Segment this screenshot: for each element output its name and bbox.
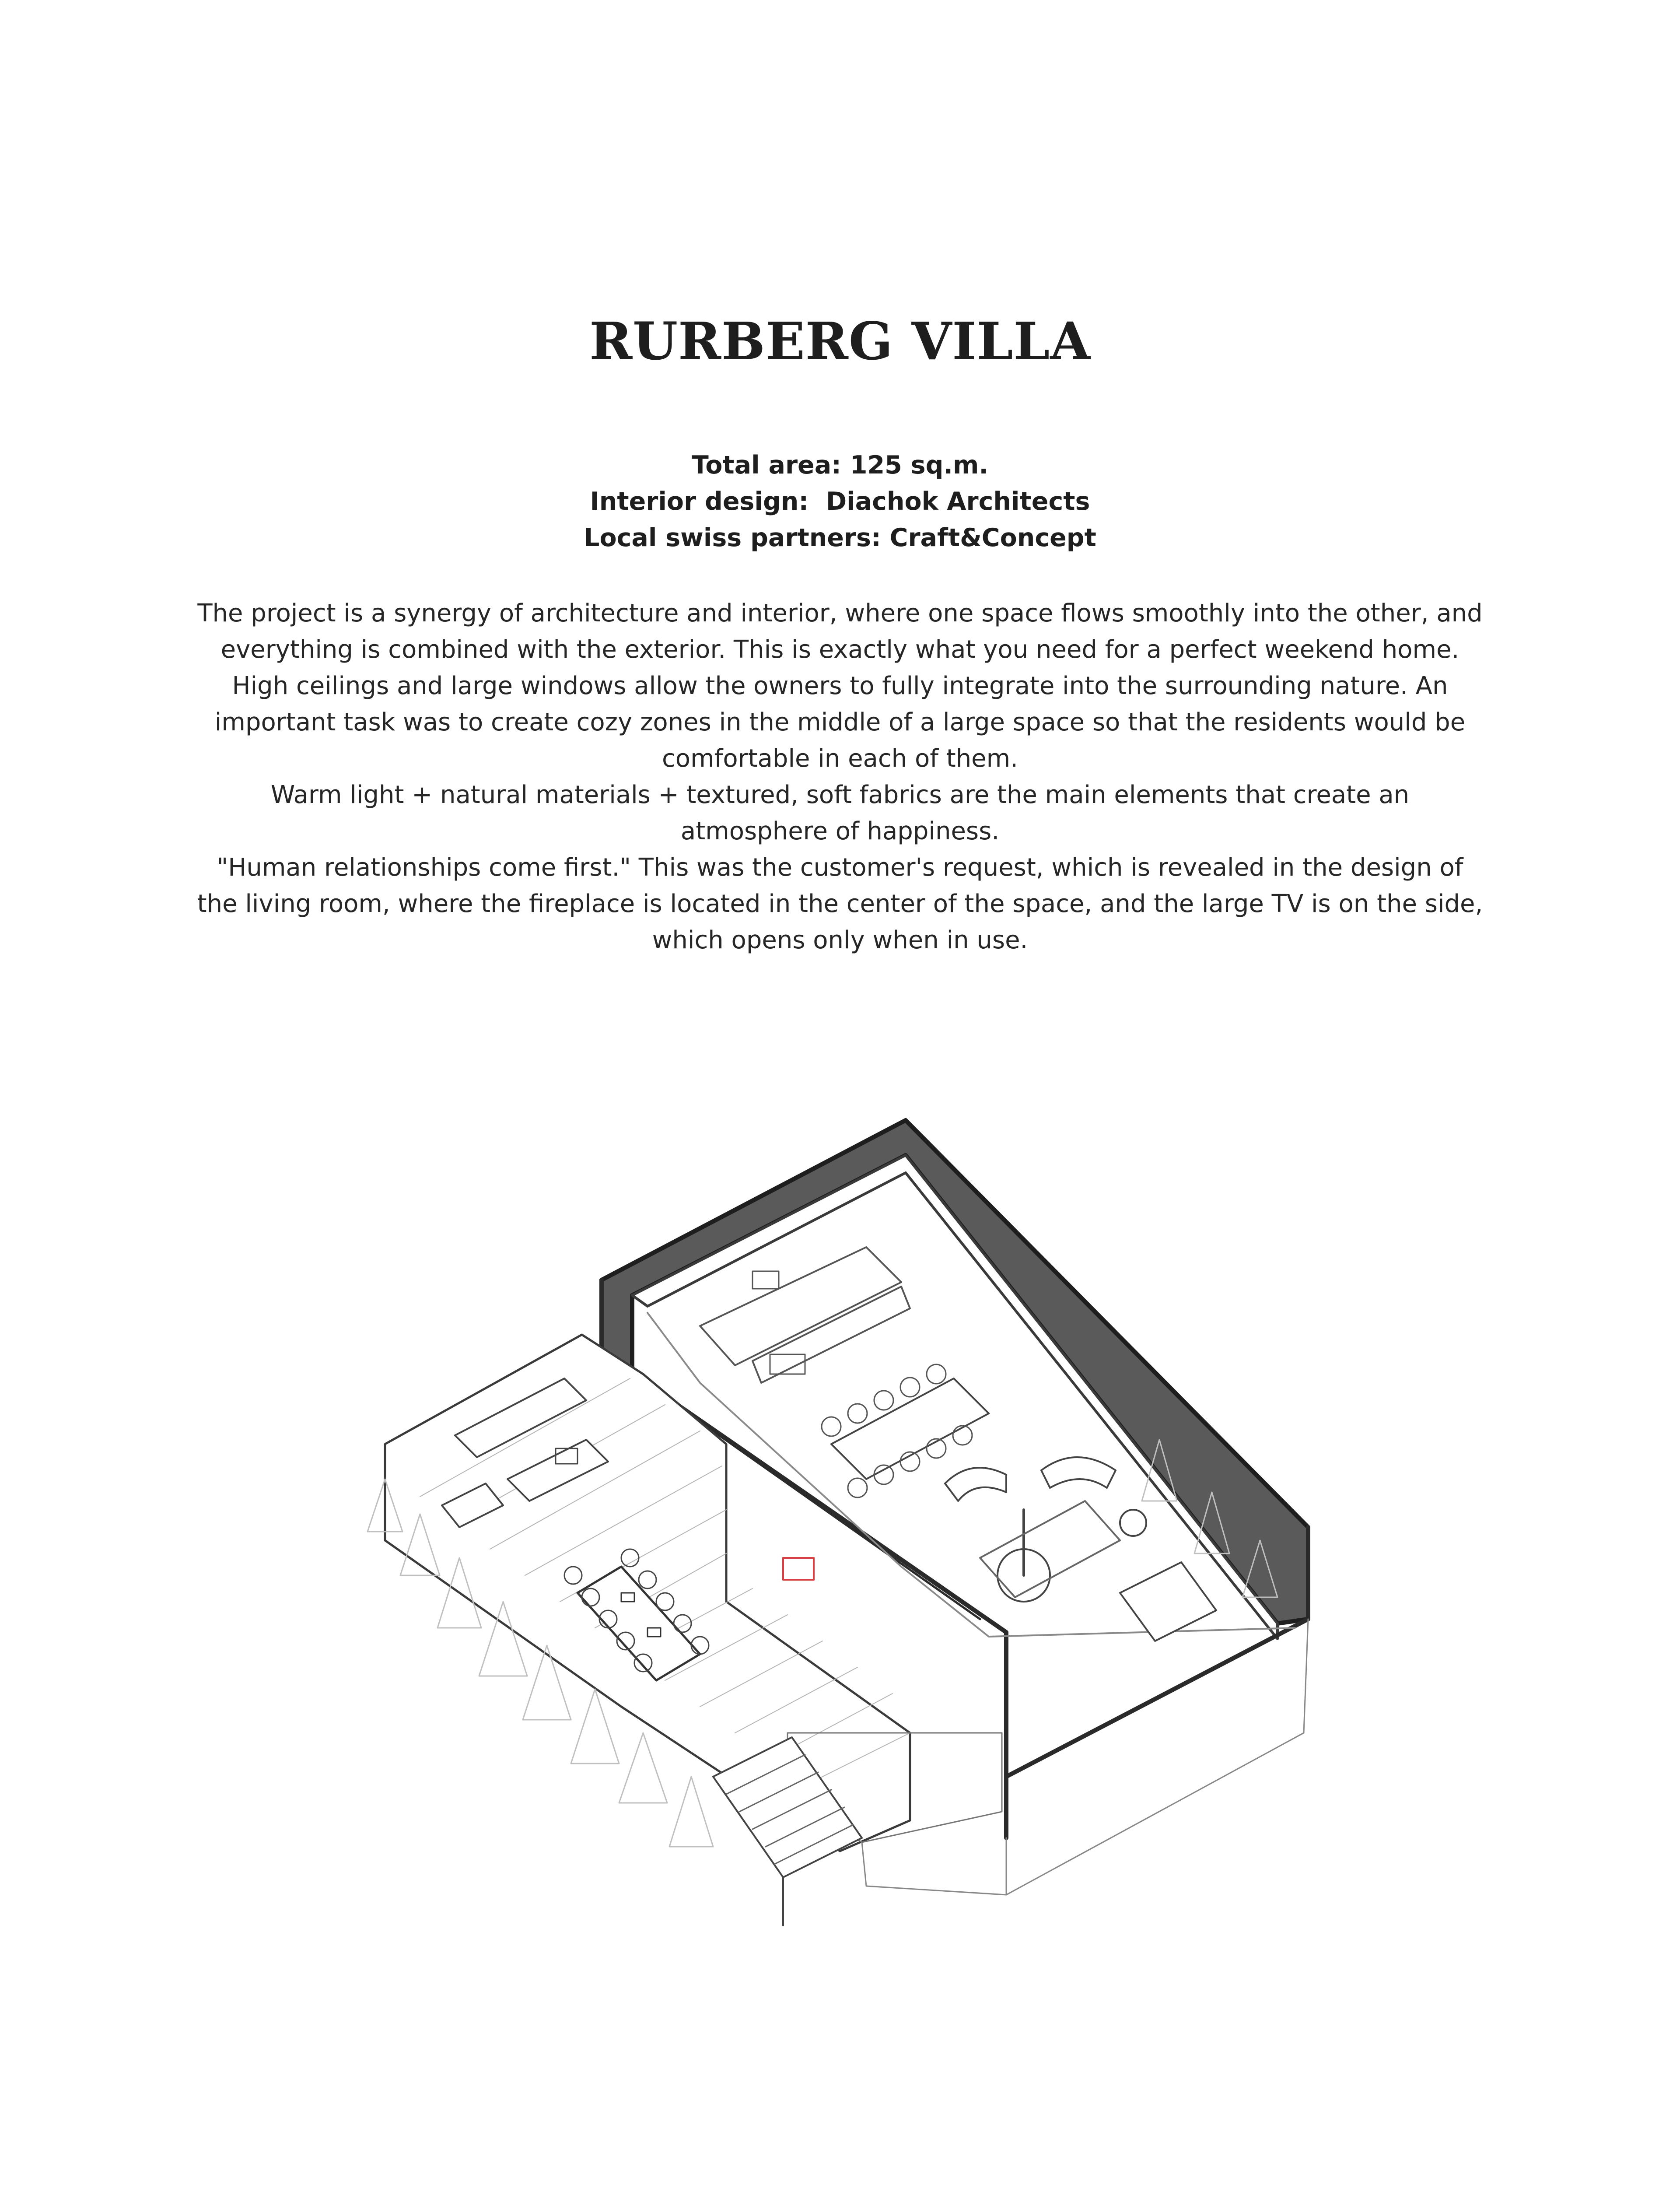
total-area-line: Total area: 125 sq.m. bbox=[691, 451, 989, 480]
terrace-deck bbox=[385, 1335, 910, 1851]
living-sofa bbox=[1120, 1562, 1216, 1641]
interior-design-line: Interior design: Diachok Architects bbox=[590, 487, 1090, 516]
paragraph-materials: Warm light + natural materials + textured, soft fabrics are the main elements that create an atmosphere of happiness. bbox=[270, 781, 1410, 845]
curved-sofa-left bbox=[945, 1468, 1006, 1501]
partners-line: Local swiss partners: Craft&Concept bbox=[584, 523, 1096, 552]
paragraph-synergy: The project is a synergy of architecture and interior, where one space flows smoothly into the other, and everything is combined with the exterior. This is exactly what you need for a perfect weekend home. High ceilings and large windows allow the owners to fully integrate into the surrounding nature. An important task was to create cozy zones in the middle of a large space so that the residents would be comfortable in each of them. bbox=[197, 599, 1483, 773]
paragraph-relationships: "Human relationships come first." This was the customer's request, which is revealed in the design of the living room, where the fireplace is located in the center of the space, and the large TV is on the side, which opens only when in use. bbox=[197, 853, 1483, 954]
project-description bbox=[197, 595, 1483, 958]
project-details bbox=[0, 447, 1680, 556]
glass-fireplace bbox=[980, 1501, 1120, 1597]
isometric-house-section-drawing-icon bbox=[0, 1006, 1680, 1969]
inside-dining-table bbox=[831, 1378, 989, 1479]
page-title: RURBERG VILLA bbox=[589, 311, 1091, 372]
curved-sofa-right bbox=[1041, 1457, 1116, 1488]
grill-box bbox=[783, 1558, 814, 1580]
